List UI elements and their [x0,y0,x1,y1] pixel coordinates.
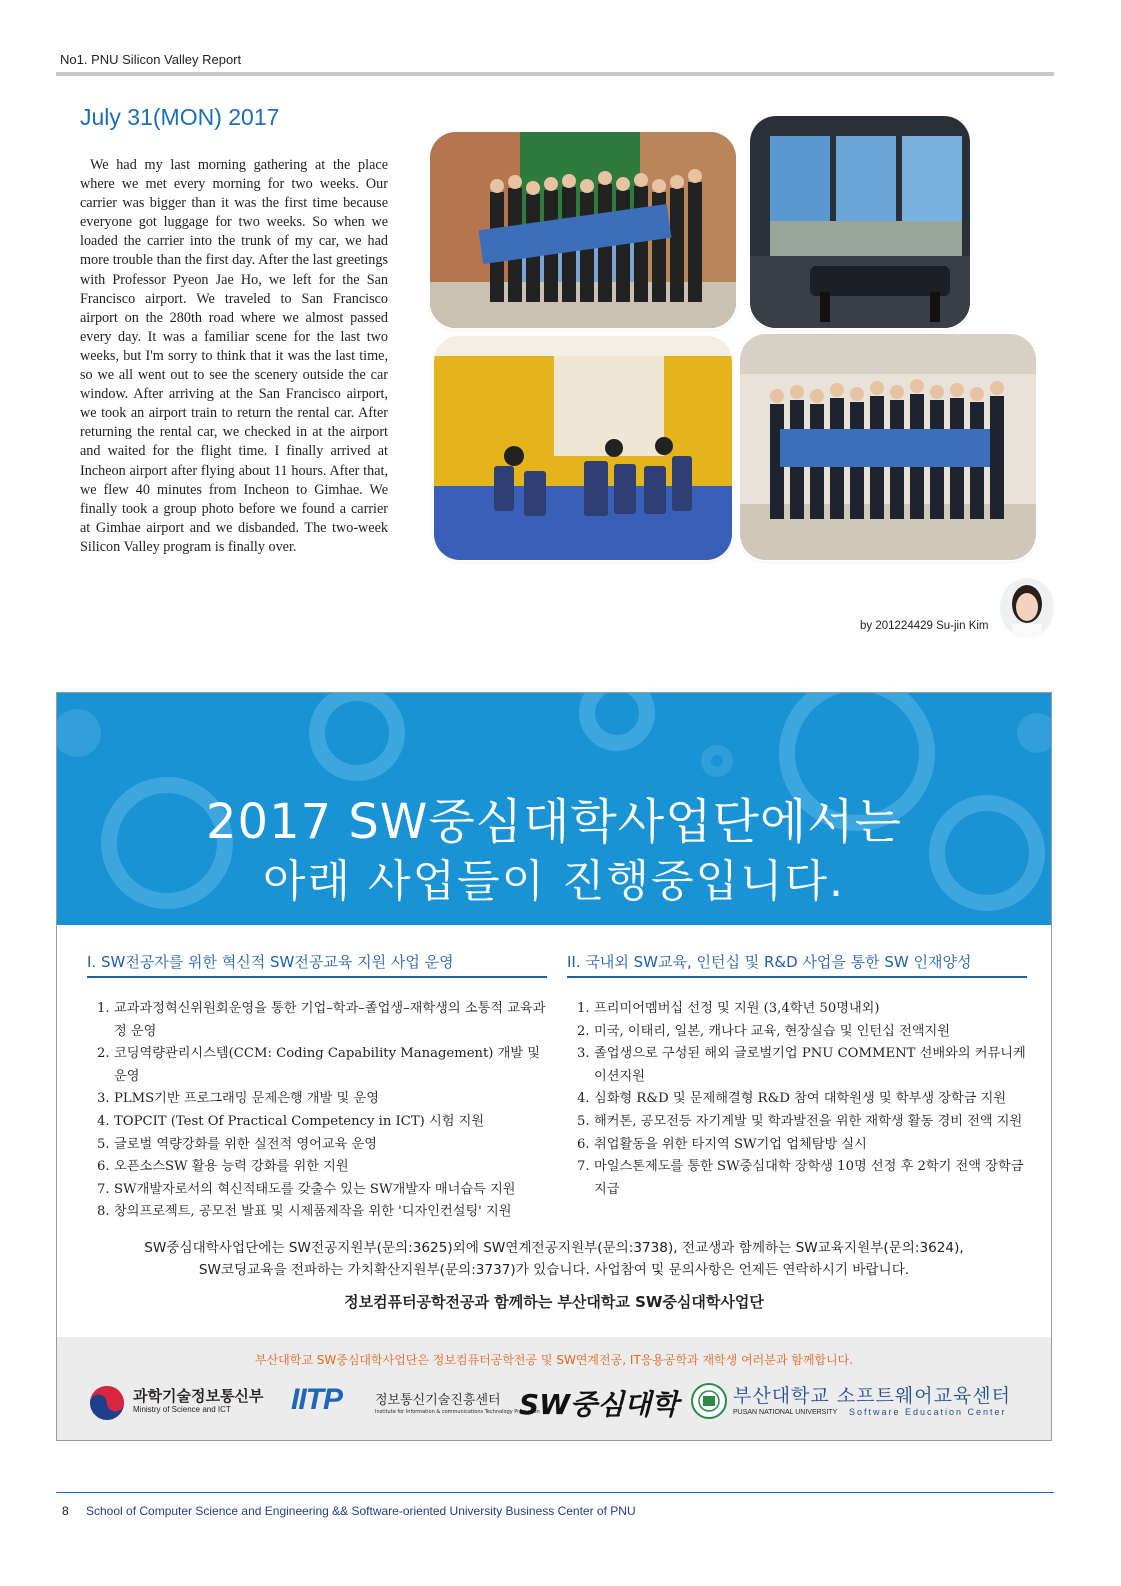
taegeuk-icon [89,1385,125,1421]
section-2-heading: II. 국내외 SW교육, 인턴십 및 R&D 사업을 통한 SW 인재양성 [567,951,1027,978]
pnu-english-1: PUSAN NATIONAL UNIVERSITY [733,1409,838,1416]
footer-divider [56,1492,1054,1493]
list-item: 2. 미국, 이태리, 일본, 캐나다 교육, 현장실습 및 인턴십 전액지원 [577,1023,951,1039]
ad-banner [57,693,1051,925]
footer-text: School of Computer Science and Engineering && Software-oriented University Business Center of PNU [86,1504,636,1518]
pnu-logo [691,1381,1031,1425]
ad-title-line1: 2017 SW중심대학사업단에서는 [205,794,903,850]
section-1-list [97,998,547,1224]
list-item: 3. PLMS기반 프로그래밍 문제은행 개발 및 운영 [97,1091,379,1107]
list-item: 3. 졸업생으로 구성된 해외 글로벌기업 PNU COMMENT 선배와의 커뮤니케이션지원 [577,1046,1026,1084]
list-item: 7. SW개발자로서의 혁신적태도를 갖출수 있는 SW개발자 매너습득 지원 [97,1181,516,1197]
ad-section-1 [87,951,547,1224]
pnu-center-name: 부산대학교 소프트웨어교육센터 [733,1385,1011,1407]
list-item: 4. 심화형 R&D 및 문제해결형 R&D 참여 대학원생 및 학부생 장학금 지원 [577,1091,1007,1107]
list-item: 1. 프리미어멤버십 선정 및 지원 (3,4학년 50명내외) [577,1001,880,1016]
list-item: 4. TOPCIT (Test Of Practical Competency in ICT) 시험 지원 [97,1113,485,1129]
list-item: 5. 글로벌 역량강화를 위한 실전적 영어교육 운영 [97,1136,378,1152]
ad-footer-text: 부산대학교 SW중심대학사업단은 정보컴퓨터공학전공 및 SW연계전공, IT응용공학과 재학생 여러분과 함께합니다. [254,1353,854,1367]
header-divider [56,72,1054,76]
sw-center-advertisement [56,692,1052,1441]
list-item: 6. 오픈소스SW 활용 능력 강화를 위한 지원 [97,1159,349,1175]
list-item: 6. 취업활동을 위한 타지역 SW기업 업체탐방 실시 [577,1136,867,1152]
list-item: 1. 교과과정혁신위원회운영을 통한 기업–학과–졸업생–재학생의 소통적 교육과정 운영 [97,1001,546,1039]
iitp-name: 정보통신기술진흥센터 [375,1393,501,1408]
list-item: 7. 마일스톤제도를 통한 SW중심대학 장학생 10명 선정 후 2학기 전액 장학금 지급 [577,1159,1024,1197]
ad-slogan: 정보컴퓨터공학전공과 함께하는 부산대학교 SW중심대학사업단 [344,1293,764,1311]
page-number: 8 [62,1504,69,1518]
author-avatar [1000,578,1054,638]
photo-airport-window [750,116,970,328]
msit-name: 과학기술정보통신부 [133,1387,264,1405]
sw-center-logo: SW중심대학 [519,1388,679,1421]
pnu-english-2: Software Education Center [849,1407,1007,1417]
photo-group-campus [430,132,736,328]
photo-airport-lounge [434,336,732,560]
ad-section-2 [567,951,1027,1201]
section-1-heading: I. SW전공자를 위한 혁신적 SW전공교육 지원 사업 운영 [87,951,547,978]
photo-group-airport [740,334,1036,560]
pnu-emblem-icon [691,1383,727,1419]
msit-english: Ministry of Science and ICT [133,1405,231,1414]
iitp-logo [291,1383,540,1423]
list-item: 5. 해커톤, 공모전등 자기계발 및 학과발전을 위한 재학생 활동 경비 전액 지원 [577,1113,1023,1129]
msit-logo [89,1383,279,1423]
list-item: 2. 코딩역량관리시스템(CCM: Coding Capability Management) 개발 및 운영 [97,1046,541,1084]
page-header-label: No1. PNU Silicon Valley Report [60,52,242,67]
article-byline: by 201224429 Su-jin Kim [860,620,989,632]
section-2-list [577,998,1027,1201]
iitp-mark: IITP [291,1383,343,1416]
article-body: We had my last morning gathering at the place where we met every morning for two weeks. Our carrier was bigger than it was the first time because everyone got luggage for two weeks. So when we loaded the carrier into the trunk of my car, we had more trouble than the first day. After the last greetings with Professor Pyeon Jae Ho, we left for the San Francisco airport. We traveled to San Francisco airport on the 280th road where we almost passed every day. It was a familiar scene for the last two weeks, but I'm sorry to think that it was the last time, so we all went out to see the scenery outside the car window. After arriving at the San Francisco airport, we took an airport train to return the rental car. After returning the rental car, we checked in at the airport and waited for the flight time. I finally arrived at Incheon airport after flying about 11 hours. After that, we flew 40 minutes from Incheon to Gimhae. We finally took a group photo before we found a carrier at Gimhae airport and we disbanded. The two-week Silicon Valley program is finally over. [80,157,388,555]
article-date-title: July 31(MON) 2017 [80,104,280,130]
iitp-english: Institute for Information & communications Technology Promotion [375,1409,540,1415]
ad-footer [57,1337,1051,1440]
list-item: 8. 창의프로젝트, 공모전 발표 및 시제품제작을 위한 '디자인컨설팅' 지원 [97,1204,512,1220]
ad-contact-note-line2: SW코딩교육을 전파하는 가치확산지원부(문의:3737)가 있습니다. 사업참여 및 문의사항은 언제든 연락하시기 바랍니다. [198,1262,910,1278]
ad-title-line2: 아래 사업들이 진행중입니다. [262,856,845,907]
ad-contact-note-line1: SW중심대학사업단에는 SW전공지원부(문의:3625)외에 SW연계전공지원부(문의:3738), 전교생과 함께하는 SW교육지원부(문의:3624), [144,1240,964,1256]
